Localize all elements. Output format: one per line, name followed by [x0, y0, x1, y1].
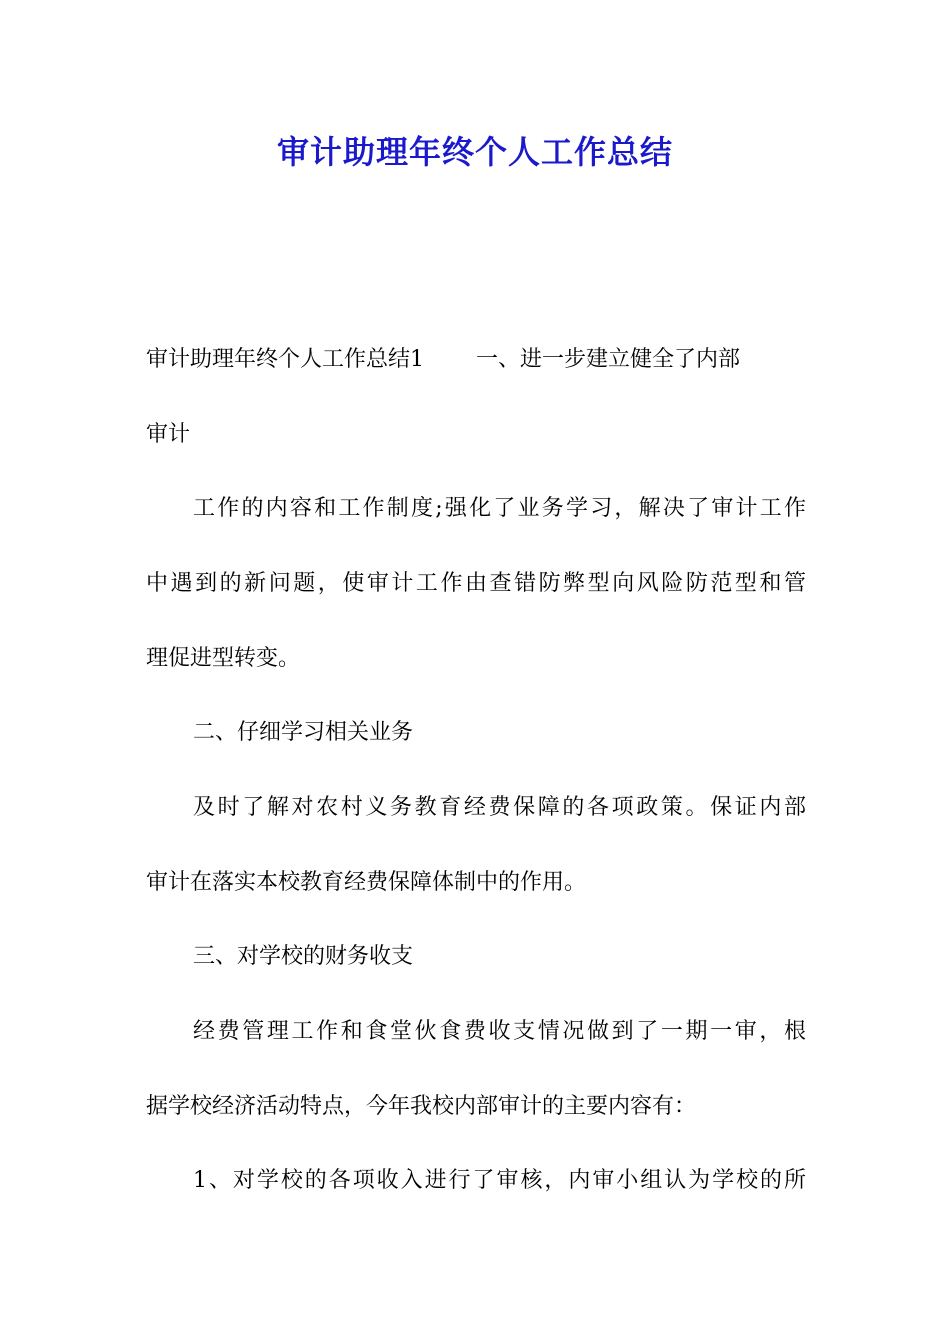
body-line-12: 1、对学校的各项收入进行了审核，内审小组认为学校的所 [193, 1168, 806, 1193]
body-text: 一、进一步建立健全了内部 [476, 347, 741, 372]
body-line-7: 及时了解对农村义务教育经费保障的各项政策。保证内部 [193, 795, 806, 820]
body-line-9: 三、对学校的财务收支 [193, 944, 414, 969]
body-line-10: 经费管理工作和食堂伙食费收支情况做到了一期一审，根 [193, 1019, 806, 1044]
body-line-11: 据学校经济活动特点，今年我校内部审计的主要内容有： [146, 1094, 697, 1119]
document-title: 审计助理年终个人工作总结 [276, 133, 673, 171]
body-line-1 [146, 345, 806, 375]
body-line-4: 中遇到的新问题，使审计工作由查错防弊型向风险防范型和管 [146, 571, 806, 596]
body-line-2: 审计 [146, 422, 191, 447]
body-line-8: 审计在落实本校教育经费保障体制中的作用。 [146, 870, 587, 895]
body-line-3: 工作的内容和工作制度;强化了业务学习，解决了审计工作 [193, 496, 806, 521]
body-line-6: 二、仔细学习相关业务 [193, 720, 414, 745]
section-heading: 审计助理年终个人工作总结1 [146, 347, 424, 372]
body-line-5: 理促进型转变。 [146, 646, 301, 671]
